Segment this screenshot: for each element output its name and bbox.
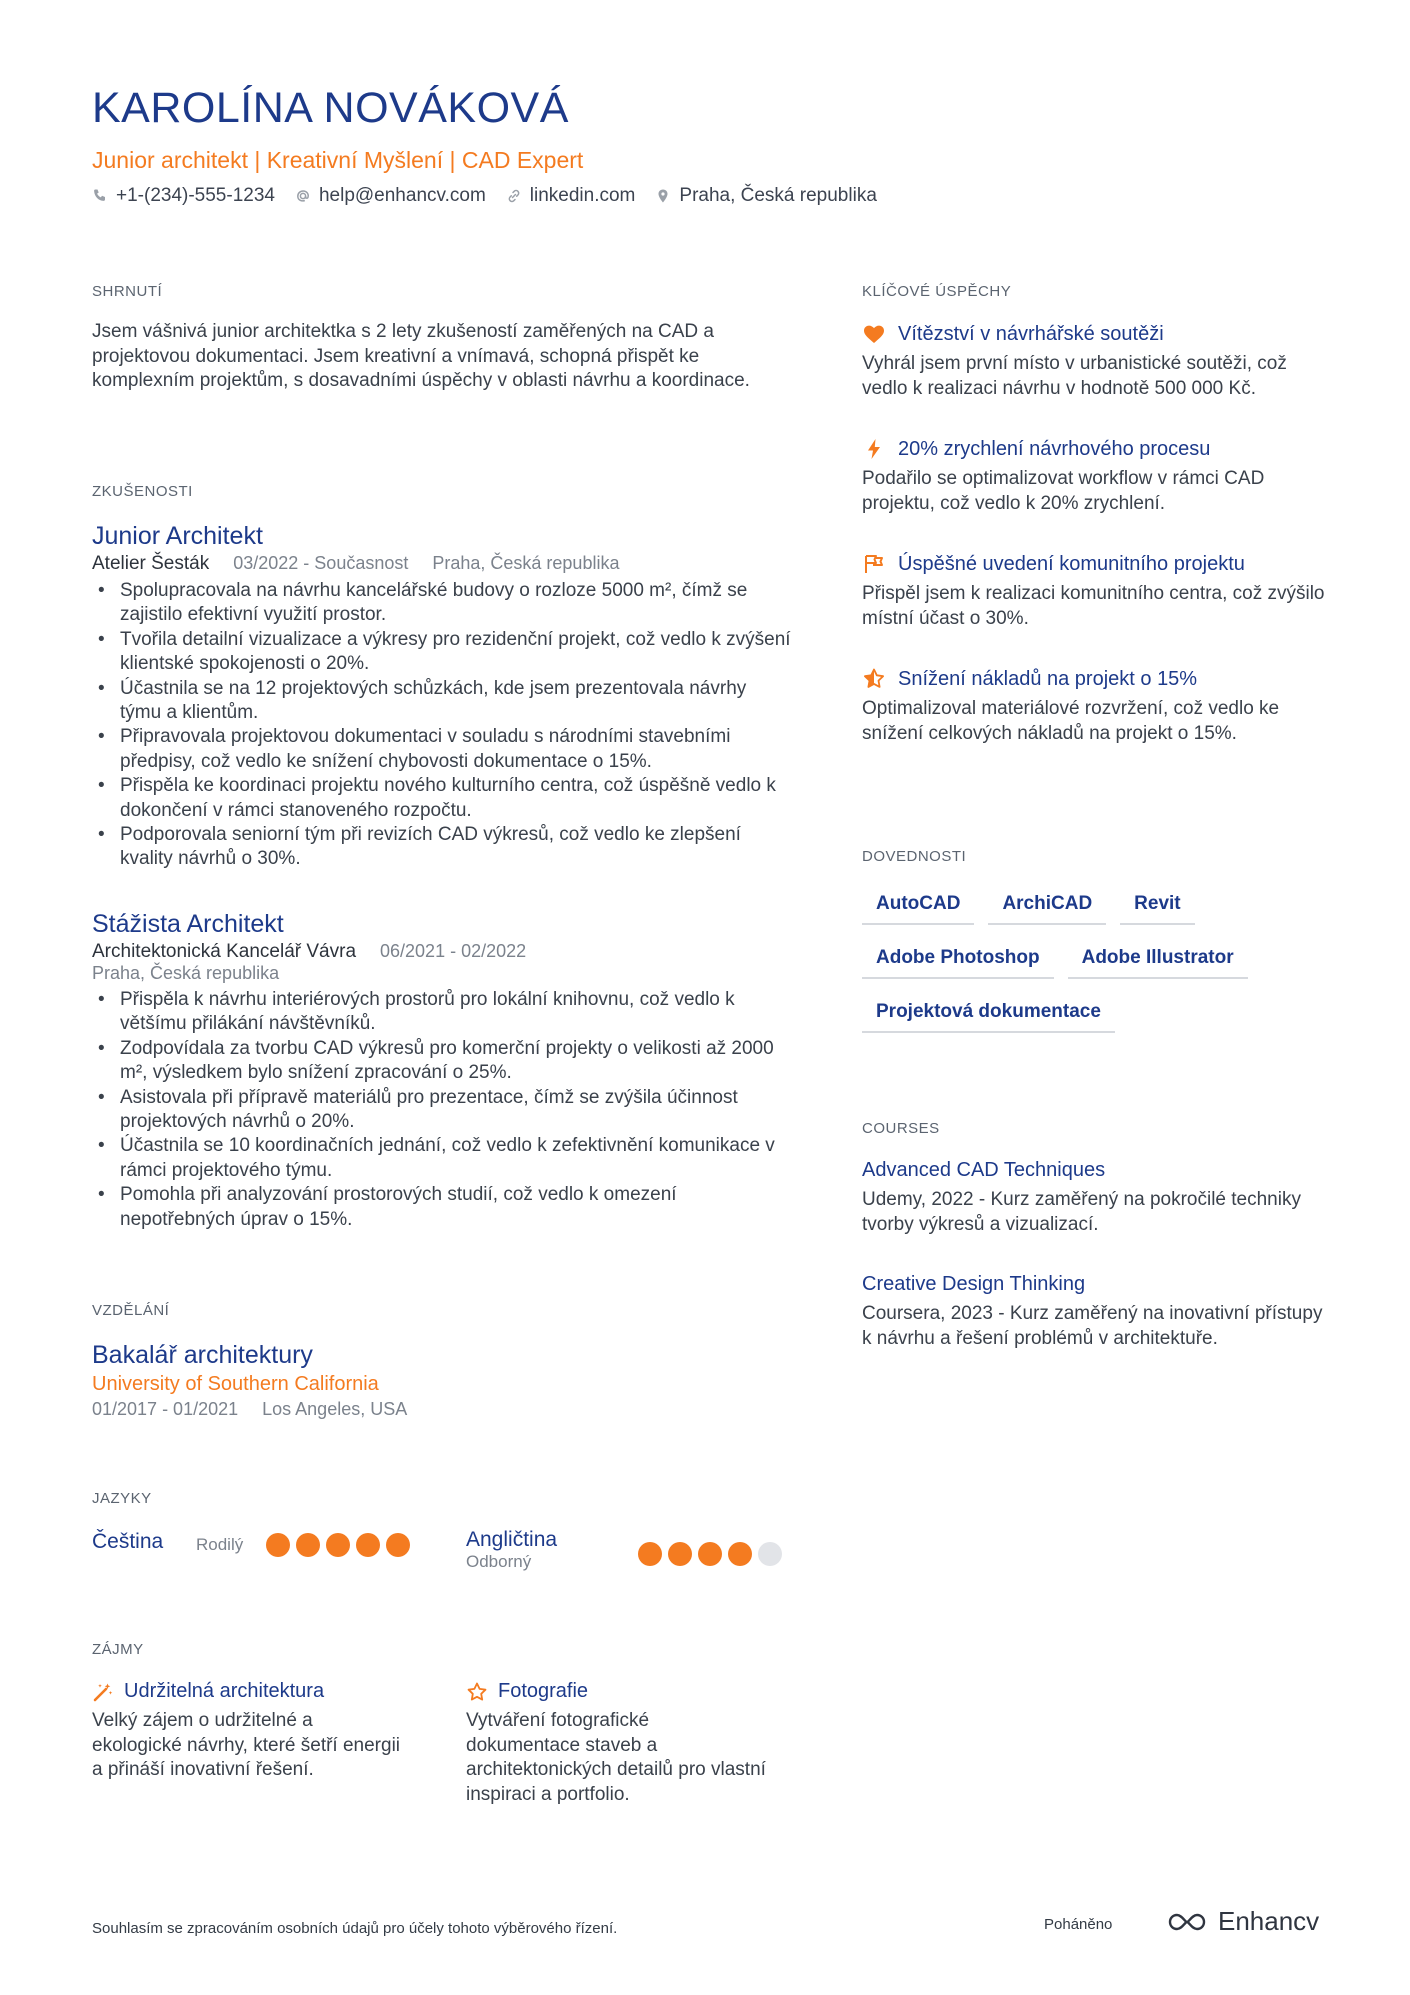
job-dates: 06/2021 - 02/2022 [380, 940, 527, 961]
job-company: Atelier Šesták [92, 553, 210, 574]
job-bullet: • Přispěla k návrhu interiérových prostorů pro lokální knihovnu, což vedlo k většímu přilákání návštěvníků. [92, 988, 792, 1037]
magic-wand-icon [92, 1681, 114, 1703]
job-bullet: • Asistovala při přípravě materiálů pro prezentace, čímž se zvýšila účinnost projektových návrhů o 20%. [92, 1086, 792, 1135]
job-location: Praha, Česká republika [432, 553, 620, 573]
interest-text: Vytváření fotografické dokumentace staveb a architektonických detailů pro vlastní inspiraci a portfolio. [466, 1710, 766, 1805]
job-dates: 03/2022 - Současnost [233, 553, 409, 573]
rating-dot-filled [728, 1542, 752, 1566]
interests-section [92, 1641, 792, 1658]
language-rating [638, 1542, 782, 1566]
language-item [466, 1528, 557, 1572]
contact-phone[interactable] [92, 185, 275, 207]
phone-icon [92, 188, 108, 204]
brand-name: Enhancv [1218, 1906, 1320, 1936]
courses-section [862, 1120, 1332, 1351]
at-icon [295, 188, 311, 204]
language-level: Rodilý [196, 1535, 244, 1554]
skills-heading: DOVEDNOSTI [862, 848, 967, 865]
job-bullet: • Podporovala seniorní tým při revizích CAD výkresů, což vedlo ke zlepšení kvality návrhů o 30%. [92, 823, 792, 872]
education-degree: Bakalář architektury [92, 1341, 313, 1369]
achievement-title-text: Vítězství v návrhářské soutěži [898, 322, 1164, 345]
job-title: Junior Architekt [92, 522, 263, 550]
achievement-title [862, 322, 1332, 346]
star-outline-icon [466, 1681, 488, 1703]
rating-dot-filled [668, 1542, 692, 1566]
course-item [862, 1159, 1332, 1237]
job-bullet: • Spolupracovala na návrhu kancelářské budovy o rozloze 5000 m², čímž se zajistilo efektivní využití prostor. [92, 579, 792, 628]
summary-heading: SHRNUTÍ [92, 283, 163, 300]
link-icon [506, 188, 522, 204]
candidate-subtitle: Junior architekt | Kreativní Myšlení | CAD Expert [92, 147, 584, 173]
achievement-title [862, 437, 1332, 461]
skill-tag: ArchiCAD [988, 893, 1106, 925]
job-meta [92, 553, 792, 575]
achievements-heading: KLÍČOVÉ ÚSPĚCHY [862, 283, 1012, 300]
contact-location [655, 185, 877, 207]
location-text: Praha, Česká republika [679, 185, 877, 206]
interest-item [466, 1680, 766, 1807]
education-heading: VZDĚLÁNÍ [92, 1302, 170, 1319]
job-location: Praha, Česká republika [92, 962, 280, 983]
skill-tag: AutoCAD [862, 893, 974, 925]
course-text: Coursera, 2023 - Kurz zaměřený na inovativní přístupy k návrhu a řešení problémů v architektuře. [862, 1303, 1323, 1349]
skill-tag: Projektová dokumentace [862, 1001, 1115, 1033]
course-item [862, 1273, 1332, 1351]
job-meta [92, 941, 792, 963]
experience-section [92, 483, 792, 1232]
enhancv-logo[interactable] [1164, 1906, 1319, 1937]
summary-section [92, 283, 792, 394]
heart-icon [862, 322, 886, 346]
language-name: Čeština [92, 1530, 164, 1553]
languages-heading: JAZYKY [92, 1490, 152, 1507]
education-school: University of Southern California [92, 1373, 379, 1395]
achievement-text: Podařilo se optimalizovat workflow v rámci CAD projektu, což vedlo k 20% zrychlení. [862, 468, 1265, 514]
powered-by-label: Poháněno [1044, 1916, 1113, 1933]
language-item [92, 1530, 163, 1554]
summary-text: Jsem vášnivá junior architektka s 2 lety zkušeností zaměřených na CAD a projektovou dokumentaci. Jsem kreativní a vnímavá, schopná přispět ke komplexním projektům, s dosavadními úspěchy v oblasti návrhu a koordinace. [92, 321, 750, 391]
experience-heading: ZKUŠENOSTI [92, 483, 193, 500]
job-bullet: • Tvořila detailní vizualizace a výkresy pro rezidenční projekt, což vedlo k zvýšení klientské spokojenosti o 20%. [92, 628, 792, 677]
rating-dot-filled [326, 1533, 350, 1557]
job-entry [92, 522, 792, 872]
consent-note: Souhlasím se zpracováním osobních údajů pro účely tohoto výběrového řízení. [92, 1920, 618, 1937]
linkedin-text: linkedin.com [529, 185, 636, 206]
language-level: Odborný [466, 1552, 532, 1571]
interests-heading: ZÁJMY [92, 1641, 144, 1658]
job-bullets [92, 579, 792, 872]
skills-list [862, 893, 1332, 1033]
achievement-title [862, 667, 1332, 691]
job-bullet: • Pomohla při analyzování prostorových studií, což vedlo k omezení nepotřebných úprav o 15%. [92, 1183, 792, 1232]
job-company: Architektonická Kancelář Vávra [92, 940, 357, 962]
achievement-title-text: Snížení nákladů na projekt o 15% [898, 667, 1198, 690]
achievement-title-text: Úspěšné uvedení komunitního projektu [898, 552, 1245, 575]
job-bullets [92, 988, 792, 1232]
contact-email[interactable] [295, 185, 486, 207]
job-bullet: • Účastnila se na 12 projektových schůzkách, kde jsem prezentovala návrhy týmu a klientům. [92, 677, 792, 726]
achievement-text: Optimalizoval materiálové rozvržení, což vedlo ke snížení celkových nákladů na projekt o 15%. [862, 698, 1280, 744]
achievement-text: Vyhrál jsem první místo v urbanistické soutěži, což vedlo k realizaci návrhu v hodnotě 500 000 Kč. [862, 353, 1287, 399]
education-section [92, 1302, 792, 1420]
job-entry [92, 910, 792, 1232]
skills-section [862, 848, 1332, 1033]
map-pin-icon [655, 188, 671, 204]
rating-dot-empty [758, 1542, 782, 1566]
star-half-icon [862, 667, 886, 691]
infinity-logo-icon [1164, 1909, 1210, 1935]
achievement-title-text: 20% zrychlení návrhového procesu [898, 437, 1211, 460]
education-dates: 01/2017 - 01/2021 [92, 1399, 239, 1419]
language-name: Angličtina [466, 1528, 558, 1551]
email-text: help@enhancv.com [318, 185, 486, 206]
course-text: Udemy, 2022 - Kurz zaměřený na pokročilé techniky tvorby výkresů a vizualizací. [862, 1189, 1301, 1235]
skill-tag: Adobe Illustrator [1068, 947, 1248, 979]
rating-dot-filled [638, 1542, 662, 1566]
interest-title [466, 1680, 766, 1703]
rating-dot-filled [266, 1533, 290, 1557]
phone-text: +1-(234)-555-1234 [116, 185, 275, 206]
education-meta [92, 1399, 792, 1420]
rating-dot-filled [698, 1542, 722, 1566]
course-title: Creative Design Thinking [862, 1273, 1086, 1295]
course-title: Advanced CAD Techniques [862, 1159, 1106, 1181]
achievement-item [862, 667, 1332, 746]
interest-item [92, 1680, 402, 1783]
education-location: Los Angeles, USA [262, 1399, 408, 1419]
achievements-section [862, 283, 1332, 746]
lightning-icon [862, 437, 886, 461]
rating-dot-filled [386, 1533, 410, 1557]
job-bullet: • Účastnila se 10 koordinačních jednání, což vedlo k zefektivnění komunikace v rámci projektového týmu. [92, 1134, 792, 1183]
skill-tag: Revit [1120, 893, 1194, 925]
rating-dot-filled [356, 1533, 380, 1557]
flag-icon [862, 552, 886, 576]
interest-title-text: Udržitelná architektura [124, 1680, 325, 1702]
interest-title-text: Fotografie [498, 1680, 589, 1702]
achievement-item [862, 437, 1332, 516]
job-bullet: • Připravovala projektovou dokumentaci v souladu s národními stavebními předpisy, což vedlo ke snížení chybovosti dokumentace o 15%. [92, 725, 792, 774]
achievement-text: Přispěl jsem k realizaci komunitního centra, což zvýšilo místní účast o 30%. [862, 583, 1325, 629]
rating-dot-filled [296, 1533, 320, 1557]
language-rating [266, 1533, 410, 1557]
job-title: Stážista Architekt [92, 909, 284, 938]
languages-section [92, 1490, 792, 1507]
interest-title [92, 1680, 402, 1703]
candidate-name: KAROLÍNA NOVÁKOVÁ [92, 84, 569, 132]
skill-tag: Adobe Photoshop [862, 947, 1054, 979]
contact-linkedin[interactable] [506, 185, 636, 207]
job-bullet: • Přispěla ke koordinaci projektu nového kulturního centra, což úspěšně vedlo k dokončení v rámci stanoveného rozpočtu. [92, 774, 792, 823]
courses-heading: COURSES [862, 1120, 940, 1137]
achievement-item [862, 552, 1332, 631]
interest-text: Velký zájem o udržitelné a ekologické návrhy, které šetří energii a přináší inovativní řešení. [92, 1710, 401, 1780]
job-bullet: • Zodpovídala za tvorbu CAD výkresů pro komerční projekty o velikosti až 2000 m², výsledkem bylo snížení zpracování o 25%. [92, 1037, 792, 1086]
contact-bar [92, 185, 877, 207]
achievement-title [862, 552, 1332, 576]
achievement-item [862, 322, 1332, 401]
